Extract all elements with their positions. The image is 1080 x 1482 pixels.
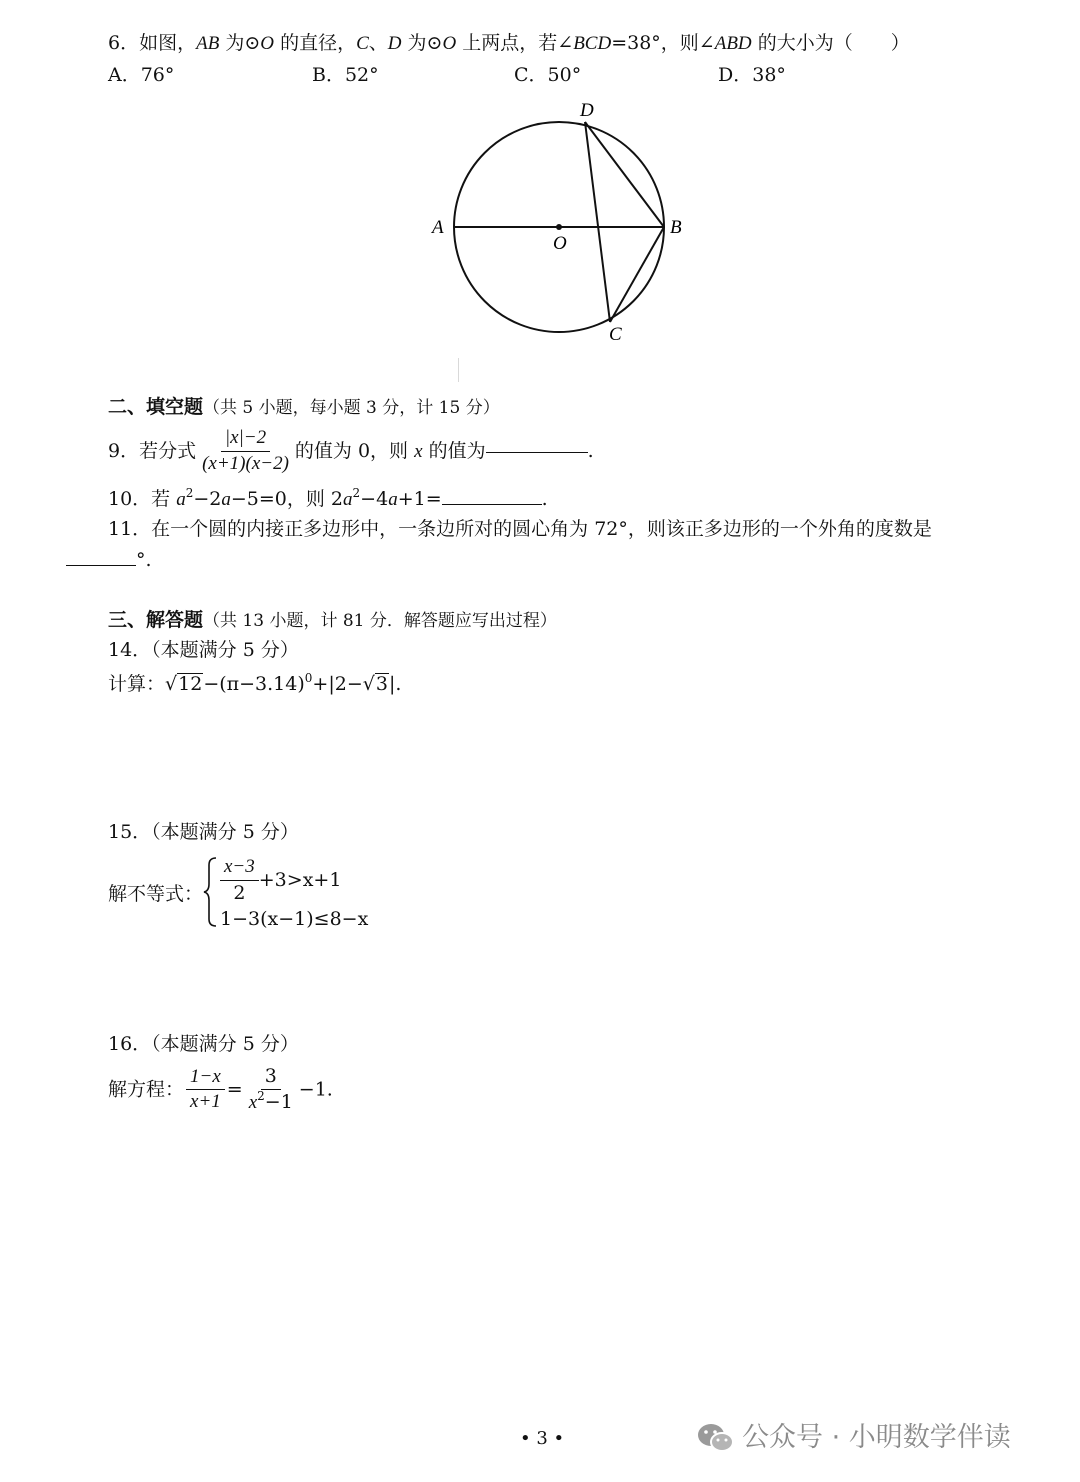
label-a: A	[432, 217, 444, 238]
q15-inequality-1: $\frac{x-3}{2}$ +3>x+1	[220, 857, 341, 904]
q11-line1: 11．在一个圆的内接正多边形中，一条边所对的圆心角为 72°，则该正多边形的一个外角的度数是	[108, 518, 932, 540]
q6-option-d: D．38°	[718, 64, 786, 86]
q6-option-b: B．52°	[312, 64, 379, 86]
q15-prefix: 解不等式：	[108, 883, 204, 905]
wechat-icon	[696, 1421, 736, 1455]
q10-answer-blank[interactable]	[442, 502, 542, 505]
q9-answer-blank[interactable]	[486, 450, 588, 453]
q6-stem: 6．如图，AB 为⊙O 的直径，C、D 为⊙O 上两点，若∠BCD=38°，则∠ABD 的大小为（ ）	[108, 32, 910, 54]
page-number: • 3 •	[520, 1428, 565, 1449]
chord-cb	[610, 227, 664, 322]
circle-figure	[420, 95, 700, 350]
q10: 10．若 $a^2-2a-5=0$，则 $2a^2-4a+1=$ .	[108, 486, 548, 510]
q15-header: 15．（本题满分 5 分）	[108, 821, 299, 843]
q11-answer-blank[interactable]	[66, 563, 136, 566]
q14-expression: 计算：$√12-(\pi-3.14)^0+|2-√3|$.	[108, 671, 402, 695]
q14-header: 14．（本题满分 5 分）	[108, 639, 299, 661]
q15-inequality-2: 1−3(x−1)≤8−x	[220, 908, 369, 930]
section-3-heading: 三、解答题（共 13 小题，计 81 分．解答题应写出过程）	[108, 609, 557, 631]
label-o: O	[553, 233, 567, 254]
divider-mark	[458, 358, 459, 382]
q16-header: 16．（本题满分 5 分）	[108, 1033, 299, 1055]
q6-option-a: A．76°	[108, 64, 175, 86]
label-d: D	[580, 100, 594, 121]
label-c: C	[609, 324, 622, 345]
watermark-text: 公众号 · 小明数学伴读	[742, 1422, 1011, 1453]
label-b: B	[670, 217, 682, 238]
center-point	[556, 224, 562, 230]
q9: 9．若分式 $\frac{|x|-2}{(x+1)(x-2)}$ 的值为 0，则 x 的值为 .	[108, 427, 594, 474]
section-2-heading: 二、填空题（共 5 小题，每小题 3 分，计 15 分）	[108, 396, 500, 418]
q11-line2: °.	[66, 551, 152, 570]
system-brace	[203, 856, 219, 928]
q16-equation: 解方程： $\frac{1-x}{x+1}$ = $\frac{3}{x^2-1}$ −1.	[108, 1065, 333, 1113]
q6-option-c: C．50°	[514, 64, 582, 86]
chord-dc	[585, 122, 610, 322]
q9-fraction: $\frac{|x|-2}{(x+1)(x-2)}$	[202, 427, 289, 474]
